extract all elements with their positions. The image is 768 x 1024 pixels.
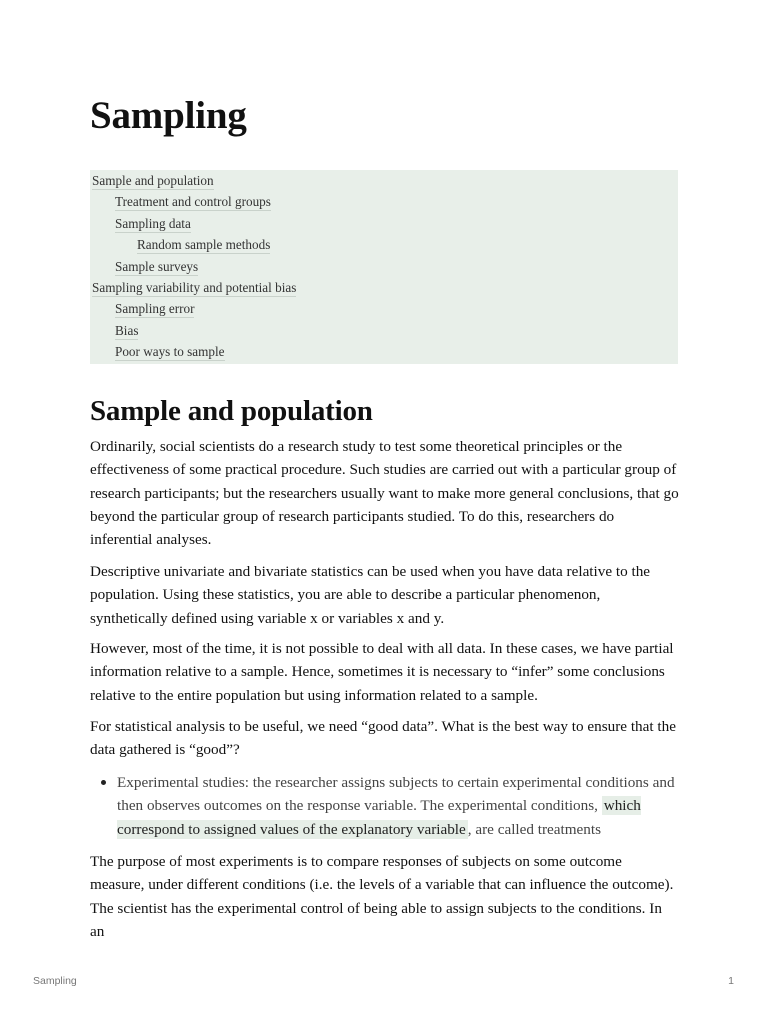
bullet-text-end: , are called treatments (467, 820, 602, 838)
toc-link-sampling-data[interactable]: Sampling data (115, 216, 191, 231)
bullet-text: Experimental studies: the researcher assigns subjects to certain experimental conditions and then observes outcomes on the response variable. The experimental conditions, (117, 774, 675, 815)
document-title: Sampling (90, 94, 247, 137)
body-paragraph: However, most of the time, it is not possible to deal with all data. In these cases, we have partial information relative to a sample. Hence, sometimes it is necessary to “infer” some conclusions relative to the entire population but using information related to a sample. (90, 640, 674, 704)
toc-link-random-sample-methods[interactable]: Random sample methods (137, 237, 271, 252)
footer-document-title: Sampling (33, 975, 77, 987)
toc-link-poor-ways-to-sample[interactable]: Poor ways to sample (115, 344, 225, 359)
body-paragraph: Descriptive univariate and bivariate statistics can be used when you have data relative to the population. Using these statistics, you are able to describe a particular phenomenon, synthetically defined using variable x or variables x and y. (90, 563, 651, 627)
toc-link-sampling-error[interactable]: Sampling error (115, 301, 195, 316)
table-of-contents (90, 170, 678, 364)
toc-link-treatment-and-control-groups[interactable]: Treatment and control groups (115, 194, 271, 209)
toc-link-sample-and-population[interactable]: Sample and population (92, 173, 214, 188)
highlighted-text: which correspond to assigned values of the explanatory variable (117, 797, 641, 838)
toc-link-bias[interactable]: Bias (115, 323, 139, 338)
page-number: 1 (728, 975, 734, 987)
bullet-list (90, 771, 680, 841)
section-heading: Sample and population (90, 395, 373, 427)
body-paragraph: The purpose of most experiments is to compare responses of subjects on some outcome measure, under different conditions (i.e. the levels of a variable that can influence the outcome). The scientist has the experimental control of being able to assign subjects to the conditions. In an (90, 853, 674, 940)
list-item (90, 771, 680, 841)
toc-link-sample-surveys[interactable]: Sample surveys (115, 259, 199, 274)
bullet-marker (101, 780, 106, 785)
body-paragraph: For statistical analysis to be useful, we need “good data”. What is the best way to ensure that the data gathered is “good”? (90, 718, 676, 759)
body-paragraph: Ordinarily, social scientists do a research study to test some theoretical principles or the effectiveness of some practical procedure. Such studies are carried out with a particular group of research participants; but the researchers usually want to make more general conclusions, that go beyond the particular group of research participants studied. To do this, researchers do inferential analyses. (90, 438, 679, 549)
toc-link-sampling-variability-and-potential-bias[interactable]: Sampling variability and potential bias (92, 280, 297, 295)
